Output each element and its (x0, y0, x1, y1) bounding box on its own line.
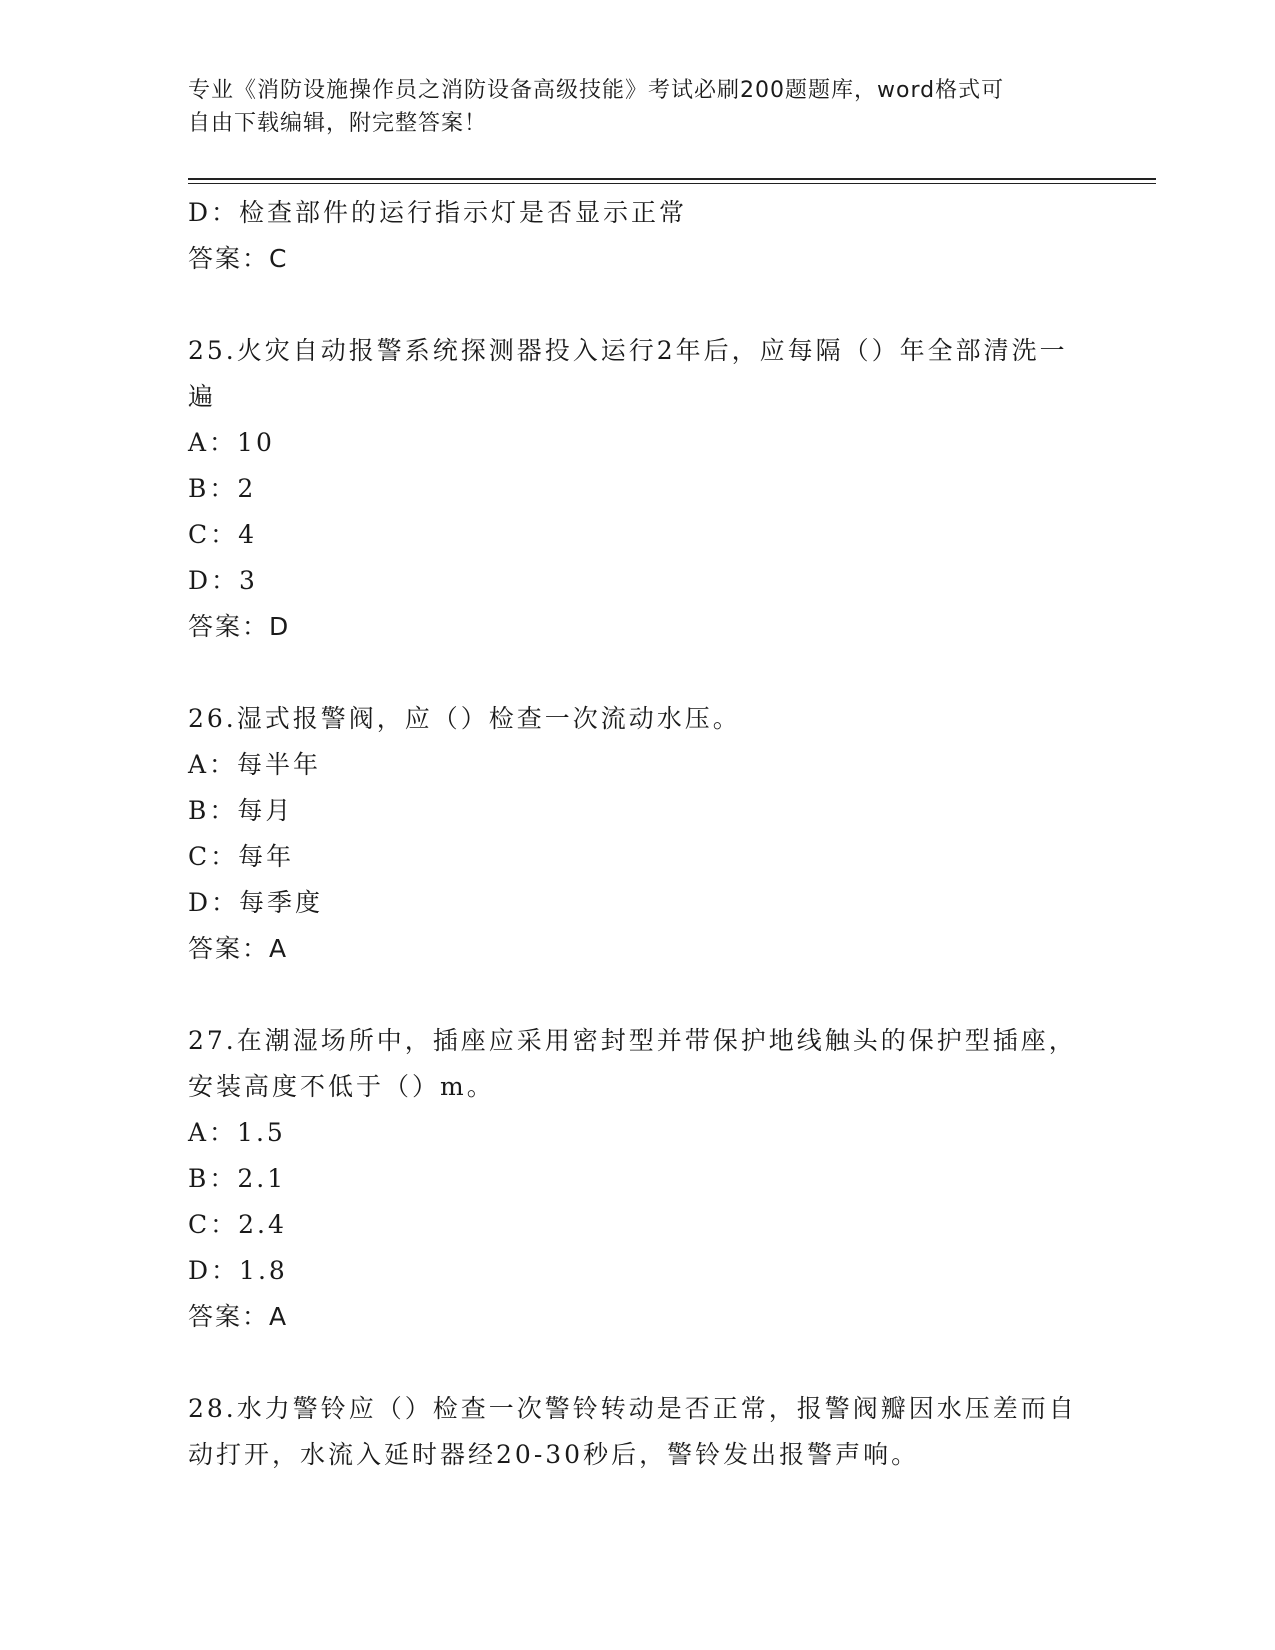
question-stem: 27.在潮湿场所中，插座应采用密封型并带保护地线触头的保护型插座，安装高度不低于（）m。 (188, 1026, 1077, 1101)
option-c: C：每年 (188, 842, 295, 871)
option-d: D：每季度 (188, 888, 324, 917)
question-block (188, 1386, 1088, 1478)
question-block (188, 328, 1088, 650)
question-stem: 25.火灾自动报警系统探测器投入运行2年后，应每隔（）年全部清洗一遍 (188, 336, 1068, 411)
header-line-1: 专业《消防设施操作员之消防设备高级技能》考试必刷200题题库，word格式可 (188, 78, 1005, 103)
option-d: D：检查部件的运行指示灯是否显示正常 (188, 198, 688, 227)
option-d: D：3 (188, 566, 258, 595)
question-block (188, 696, 1088, 972)
answer-line: 答案：D (188, 612, 291, 641)
question-stem: 28.水力警铃应（）检查一次警铃转动是否正常，报警阀瓣因水压差而自动打开，水流入延时器经20-30秒后，警铃发出报警声响。 (188, 1394, 1077, 1469)
answer-line: 答案：A (188, 934, 289, 963)
header-line-2: 自由下载编辑，附完整答案！ (188, 111, 488, 136)
option-c: C：4 (188, 520, 258, 549)
answer-line: 答案：A (188, 1302, 289, 1331)
option-b: B：每月 (188, 796, 294, 825)
header-divider-thin (188, 183, 1156, 184)
question-list (188, 190, 1088, 1478)
header-divider-thick (188, 178, 1156, 180)
question-block (188, 1018, 1088, 1340)
option-a: A：10 (188, 428, 275, 457)
option-b: B：2 (188, 474, 257, 503)
option-a: A：1.5 (188, 1118, 286, 1147)
option-c: C：2.4 (188, 1210, 287, 1239)
option-a: A：每半年 (188, 750, 322, 779)
answer-line: 答案：C (188, 244, 289, 273)
question-stem: 26.湿式报警阀，应（）检查一次流动水压。 (188, 704, 741, 733)
document-header (188, 74, 1088, 140)
option-d: D：1.8 (188, 1256, 288, 1285)
option-b: B：2.1 (188, 1164, 287, 1193)
